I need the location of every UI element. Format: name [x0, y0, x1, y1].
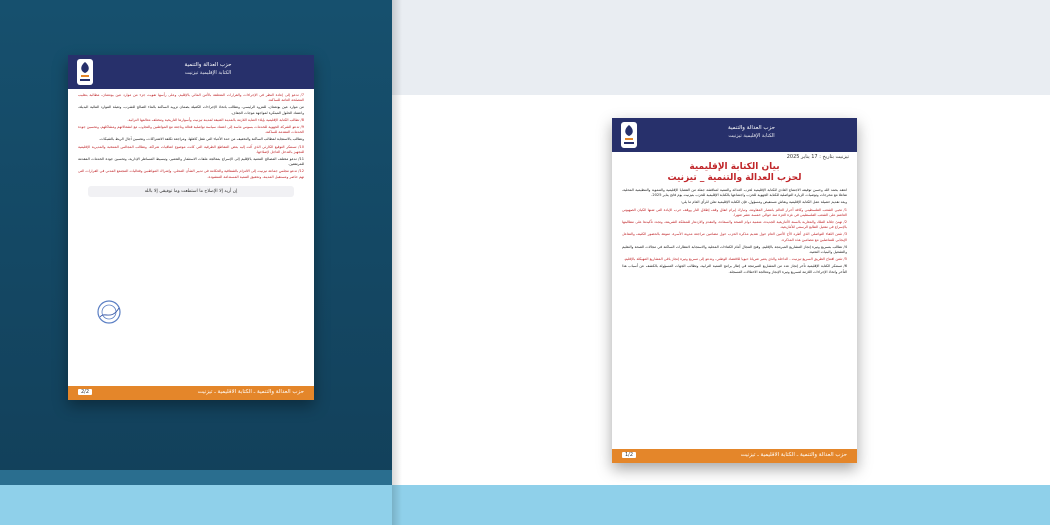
document-date: تيزنيت بتاريخ : 17 يناير 2025	[786, 154, 849, 160]
statement-paragraph: 4/ تطالب بتسريع وتيرة إنجاز المشاريع المبرمجة بالإقليم، وفتح المجال أمام الكفاءات المحلية والاستجابة لانتظارات الساكنة في مجالات الصحة والتعليم والتشغيل والبنيات التحتية.	[622, 244, 847, 255]
page-body	[612, 184, 857, 275]
header-text	[646, 124, 857, 140]
statement-paragraph: وبعد تقديم حصيلة عمل الكتابة الإقليمية ونقاش مستفيض ومسؤول، فإن الكتابة الإقليمية تعلن للرأي العام ما يلي:	[680, 200, 847, 205]
document-title: بيان الكتابة الإقليمية	[689, 162, 780, 172]
document-subtitle: لحزب العدالة والتنمية _ تيزنيت	[667, 173, 802, 183]
statement-paragraph: 10/ تستنكر التوقيع الكارثي الذي آلت إليه بعض المقاطع الطرقية التي كانت موضوع اتفاقيات شراكة، وتطالب المجالس المنتخبة والمديرية الإقليمية للتجهيز بالتدخل العاجل لإصلاحها.	[78, 144, 304, 154]
statement-paragraph: 1/ تحيي الشعب الفلسطيني وكافة أحرار العالم بانتصار المقاومة، وتبارك إبرام اتفاق وقف إطلاق النار ووقف حرب الإبادة التي شنها الكيان الصهيوني الغاشم على الشعب الفلسطيني في غزة العزة منذ حوالي خمسة عشر شهرا.	[622, 207, 847, 217]
statement-paragraph: 12/ تدعو مجلس جماعة تيزنيت إلى الالتزام بالشفافية والحكامة في تدبير الشأن المحلي، وإشراك المواطنين وفعاليات المجتمع المدني في القرارات التي تهم حاضر ومستقبل المدينة، وتحقيق التنمية المستدامة المنشودة.	[78, 169, 304, 179]
document-page-2	[68, 55, 314, 400]
background-top-band	[392, 0, 1050, 95]
party-name: حزب العدالة والتنمية	[728, 125, 775, 131]
document-page-1	[612, 118, 857, 463]
page-header	[612, 118, 857, 152]
background-floor	[0, 485, 1050, 525]
statement-paragraph: 7/ تدعو إلى إعادة النظر في الإجراءات والقرارات المتعلقة بالأمن المائي بالإقليم، وعلى رأسها تفويت جزء من موارد عين بونعمان، مطالبة بتغليب المصلحة العامة للساكنة.	[78, 93, 304, 103]
background-edge-shadow	[392, 0, 402, 525]
lamp-logo-icon	[74, 57, 96, 87]
lamp-logo-icon	[618, 120, 640, 150]
party-name: حزب العدالة والتنمية	[184, 62, 232, 68]
official-stamp-icon	[96, 299, 122, 325]
footer-page-number: 2/2	[78, 389, 92, 395]
statement-paragraph: 8/ تطالب الكتابة الإقليمية بإيلاء العناية اللازمة بالمدينة العتيقة لمدينة تيزنيت وأسوارها التاريخية ومختلف معالمها التراثية.	[127, 117, 304, 122]
statement-paragraph: 9/ تدعو الشركة الجهوية للخدمات بسوس ماسة إلى اعتماد سياسة تواصلية فعالة وناجعة مع المواطنين والتجاوب مع انشغالاتهم ومشاكلهم، وتحسين جودة الخدمات المقدمة للساكنة.	[78, 125, 304, 135]
page-footer	[612, 449, 857, 463]
page-footer	[68, 386, 314, 400]
statement-paragraph: 5/ تثمن افتتاح الطريق السريع تيزنيت - الداخلة والذي يعتبر شريانا حيويا للاقتصاد الوطني، وتدعو إلى تسريع وتيرة إنجاز باقي المشاريع المهيكلة بالإقليم.	[623, 257, 847, 262]
statement-paragraph: وتطالب بالاستجابة لمطالب الساكنة والتخفيف من حدة الأعباء التي تثقل كاهلها، ومراجعة تكلفة الاشتراكات، وتحسين آجال الربط بالشبكات.	[98, 137, 304, 142]
party-branch: الكتابة الإقليمية تيزنيت	[184, 70, 232, 76]
footer-text: حزب العدالة والتنمية ـ الكتابة الاقليمية ـ تيزنيت	[740, 452, 847, 458]
statement-paragraph: 3/ تثمن اللقاء التواصلي الذي أطره الأخ الأمين العام حول تقديم مذكرة الحزب حول مضامين مراجعة مدونة الأسرة، منوهة بالحضور الكثيف والتفاعل الإيجابي للمناضلين مع مضامين هذه المذكرة.	[622, 232, 847, 242]
page-body	[68, 89, 314, 180]
header-text	[102, 61, 314, 77]
statement-paragraph: انعقد بحمد الله وحسن توفيقه الاجتماع العادي للكتابة الإقليمية لحزب العدالة والتنمية لمناقشة جملة من القضايا الإقليمية والتنموية والتنظيمية المحلية، تفاعلا مع مخرجات وتوصيات الزيارة التواصلية للكتابة الجهوية للحزب واجتماعها بالكتابة الإقليمية للحزب بتيزنيت يوم فاتح يناير 2025.	[622, 188, 847, 198]
statement-paragraph: 6/ تستنكر الكتابة الإقليمية تأخر إنجاز عدد من المشاريع المبرمجة في إطار برامج التنمية الترابية، وتطالب الجهات المسؤولة بالكشف عن أسباب هذا التأخر واتخاذ الإجراءات اللازمة لتسريع وتيرة الإنجاز ومعالجة الاختلالات المسجلة.	[622, 264, 847, 274]
party-branch: الكتابة الإقليمية تيزنيت	[728, 133, 775, 139]
statement-paragraph: 11/ تدعو مختلف المصالح المعنية بالإقليم إلى الإسراع بمعالجة ملفات الاستثمار والتعمير، وتبسيط المساطر الإدارية، وتحسين جودة الخدمات المقدمة للمرتفقين.	[78, 157, 304, 167]
statement-paragraph: 2/ تهنئ جلالة الملك والمغاربة بالسنة الأمازيغية الجديدة، متمنية دوام الصحة والسعادة، والتقدم والازدهار للمملكة الشريفة، وتجدد تأكيدها على مطالبتها بالإسراع في تفعيل الطابع الرسمي للأمازيغية.	[622, 220, 847, 230]
footer-text: حزب العدالة والتنمية ـ الكتابة الاقليمية ـ تيزنيت	[197, 389, 304, 395]
page-header	[68, 55, 314, 89]
closing-phrase: إن أريد إلا الإصلاح ما استطعت وما توفيقي إلا بالله	[88, 186, 294, 197]
statement-paragraph: من موارد عين بونعمان، للمزود الرئيسي، وتطالب باتخاذ الإجراءات الكفيلة بضمان تزويد الساكنة بالماء الصالح للشرب، وتعبئة الموارد المائية البديلة، واعتماد الحلول المبتكرة لمواجهة موجات الجفاف.	[78, 105, 304, 115]
footer-page-number: 1/2	[622, 452, 636, 458]
